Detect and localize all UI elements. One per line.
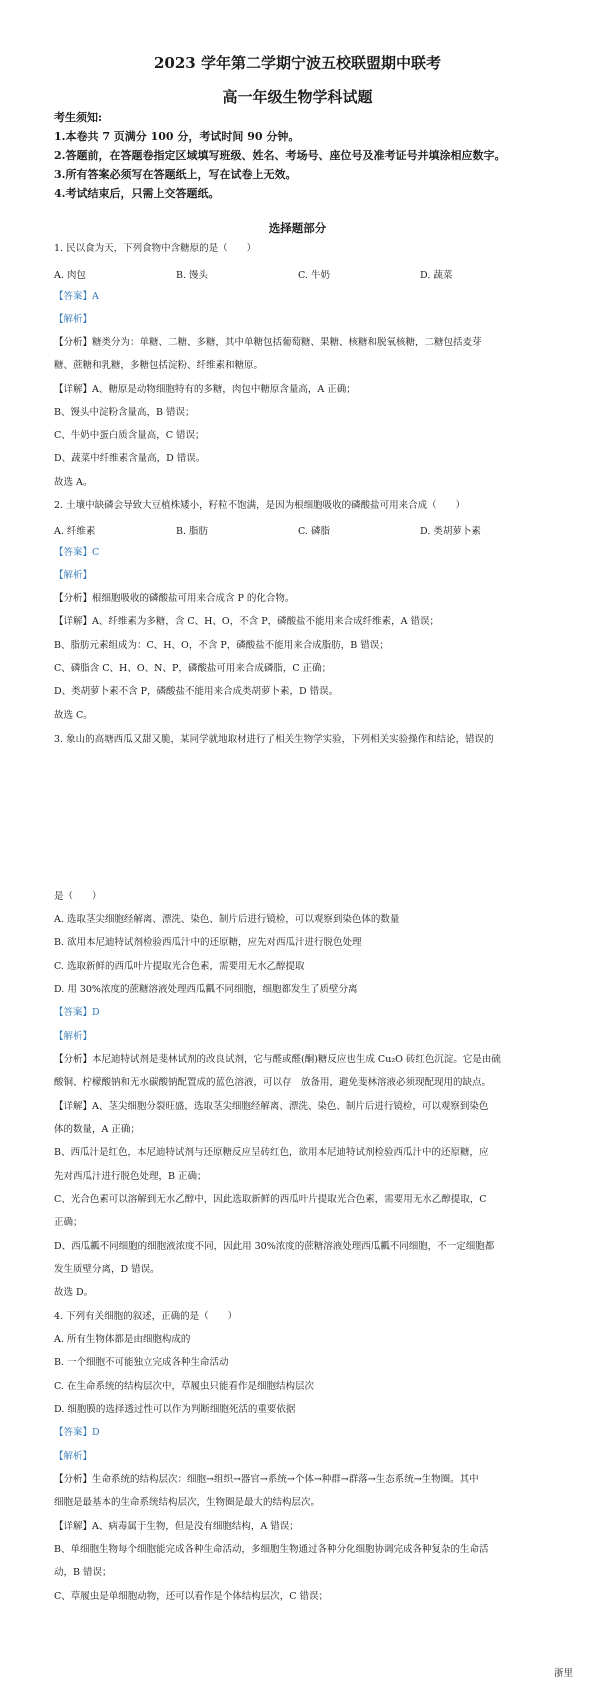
option: B. 馒头 (176, 270, 209, 281)
explanation-line: D、西瓜瓤不同细胞的细胞液浓度不同，因此用 30%浓度的蔗糖溶液处理西瓜瓤不同细胞，不一定细胞都 (54, 1241, 495, 1252)
option: D. 用 30%浓度的蔗糖溶液处理西瓜瓤不同细胞，细胞都发生了质壁分离 (54, 984, 358, 995)
explanation-line: C、草履虫是单细胞动物，还可以看作是个体结构层次，C 错误； (54, 1591, 329, 1602)
explanation-line: 细胞是最基本的生命系统结构层次，生物圈是最大的结构层次。 (54, 1497, 321, 1508)
explanation-line: D、蔬菜中纤维素含量高，D 错误。 (54, 453, 206, 464)
explanation-line: 【详解】A、糖原是动物细胞特有的多糖，肉包中糖原含量高，A 正确； (54, 384, 356, 395)
explanation-line: 【分析】生命系统的结构层次：细胞→组织→器官→系统→个体→种群→群落→生态系统→生物圈。其中 (54, 1474, 479, 1485)
notice-item: 1.本卷共 7 页满分 100 分，考试时间 90 分钟。 (54, 130, 300, 143)
explanation-line: B、脂肪元素组成为：C、H、O，不含 P，磷酸盐不能用来合成脂肪，B 错误； (54, 640, 389, 651)
analysis-label: 【解析】 (54, 1031, 93, 1042)
explanation-line: 糖、蔗糖和乳糖，多糖包括淀粉、纤维素和糖原。 (54, 360, 264, 371)
explanation-line: C、光合色素可以溶解到无水乙醇中，因此选取新鲜的西瓜叶片提取光合色素，需要用无水乙醇提取，C (54, 1194, 487, 1205)
explanation-line: B、西瓜汁是红色，本尼迪特试剂与还原糖反应呈砖红色，欲用本尼迪特试剂检验西瓜汁中的还原糖，应 (54, 1147, 489, 1158)
explanation-line: C、牛奶中蛋白质含量高，C 错误； (54, 430, 205, 441)
exam-title: 2023 学年第二学期宁波五校联盟期中联考 (154, 54, 441, 72)
option: D. 蔬菜 (420, 270, 453, 281)
question-stem: 2. 土壤中缺磷会导致大豆植株矮小，籽粒不饱满，是因为根细胞吸收的磷酸盐可用来合成（ ） (54, 500, 466, 511)
page-footer-mark: 浙里 (553, 1668, 573, 1679)
explanation-line: D、类胡萝卜素不含 P，磷酸盐不能用来合成类胡萝卜素，D 错误。 (54, 686, 339, 697)
explanation-line: C、磷脂含 C、H、O、N、P，磷酸盐可用来合成磷脂，C 正确； (54, 663, 332, 674)
question-stem-end: 是（ ） (54, 891, 102, 902)
explanation-line: B、单细胞生物每个细胞能完成各种生命活动，多细胞生物通过各种分化细胞协调完成各种复杂的生命活 (54, 1544, 489, 1555)
notice-item: 3.所有答案必须写在答题纸上，写在试卷上无效。 (54, 168, 297, 181)
analysis-label: 【解析】 (54, 314, 93, 325)
notice-item: 2.答题前，在答题卷指定区域填写班级、姓名、考场号、座位号及准考证号并填涂相应数字。 (54, 149, 506, 162)
notice-item: 4.考试结束后，只需上交答题纸。 (54, 187, 220, 200)
explanation-line: 正确； (54, 1217, 83, 1228)
explanation-line: 【详解】A、茎尖细胞分裂旺盛，选取茎尖细胞经解离、漂洗、染色、制片后进行镜检，可以观察到染色 (54, 1101, 489, 1112)
answer: 【答案】C (54, 547, 100, 558)
explanation-line: 动，B 错误； (54, 1567, 112, 1578)
section-title: 选择题部分 (268, 221, 327, 235)
explanation-line: 故选 A。 (54, 477, 93, 488)
explanation-line: 先对西瓜汁进行脱色处理，B 正确； (54, 1171, 207, 1182)
explanation-line: 【详解】A、纤维素为多糖，含 C、H、O，不含 P，磷酸盐不能用来合成纤维素，A 错误； (54, 616, 440, 627)
explanation-line: B、馒头中淀粉含量高，B 错误； (54, 407, 195, 418)
analysis-label: 【解析】 (54, 570, 93, 581)
option: A. 纤维素 (54, 526, 96, 537)
question-stem: 3. 象山的高塘西瓜又甜又脆，某同学就地取材进行了相关生物学实验，下列相关实验操作和结论，错误的 (54, 734, 494, 745)
option: A. 肉包 (54, 270, 86, 281)
explanation-line: 发生质壁分离，D 错误。 (54, 1264, 160, 1275)
question-stem: 1. 民以食为天，下列食物中含糖原的是（ ） (54, 243, 257, 254)
option: B. 脂肪 (176, 526, 209, 537)
option: B. 一个细胞不可能独立完成各种生命活动 (54, 1357, 229, 1368)
option: C. 牛奶 (298, 270, 330, 281)
explanation-line: 【详解】A、病毒属于生物，但是没有细胞结构，A 错误； (54, 1521, 299, 1532)
answer: 【答案】D (54, 1007, 100, 1018)
question-stem: 4. 下列有关细胞的叙述，正确的是（ ） (54, 1311, 238, 1322)
explanation-line: 【分析】根细胞吸收的磷酸盐可用来合成含 P 的化合物。 (54, 593, 295, 604)
explanation-line: 体的数量，A 正确； (54, 1124, 140, 1135)
explanation-line: 【分析】糖类分为：单糖、二糖、多糖，其中单糖包括葡萄糖、果糖、核糖和脱氧核糖，二糖包括麦芽 (54, 337, 482, 348)
notice-heading: 考生须知: (54, 111, 103, 124)
analysis-label: 【解析】 (54, 1451, 93, 1462)
option: C. 选取新鲜的西瓜叶片提取光合色素，需要用无水乙醇提取 (54, 961, 305, 972)
exam-subtitle: 高一年级生物学科试题 (222, 88, 373, 106)
explanation-line: 故选 C。 (54, 710, 93, 721)
option: D. 类胡萝卜素 (420, 526, 481, 537)
answer: 【答案】A (54, 291, 99, 302)
option: C. 磷脂 (298, 526, 330, 537)
explanation-line: 酸铜、柠檬酸钠和无水碳酸钠配置成的蓝色溶液，可以存 放备用，避免斐林溶液必须现配现用的缺点。 (54, 1077, 492, 1088)
option: D. 细胞膜的选择透过性可以作为判断细胞死活的重要依据 (54, 1404, 296, 1415)
explanation-line: 故选 D。 (54, 1287, 94, 1298)
explanation-line: 【分析】本尼迪特试剂是斐林试剂的改良试剂，它与醛或醛(酮)糖反应也生成 Cu₂O 砖红色沉淀。它是由硫 (54, 1054, 501, 1065)
option: A. 选取茎尖细胞经解离、漂洗、染色、制片后进行镜检，可以观察到染色体的数量 (54, 914, 400, 925)
answer: 【答案】D (54, 1427, 100, 1438)
option: C. 在生命系统的结构层次中，草履虫只能看作是细胞结构层次 (54, 1381, 314, 1392)
option: B. 欲用本尼迪特试剂检验西瓜汁中的还原糖，应先对西瓜汁进行脱色处理 (54, 937, 362, 948)
option: A. 所有生物体都是由细胞构成的 (54, 1334, 191, 1345)
